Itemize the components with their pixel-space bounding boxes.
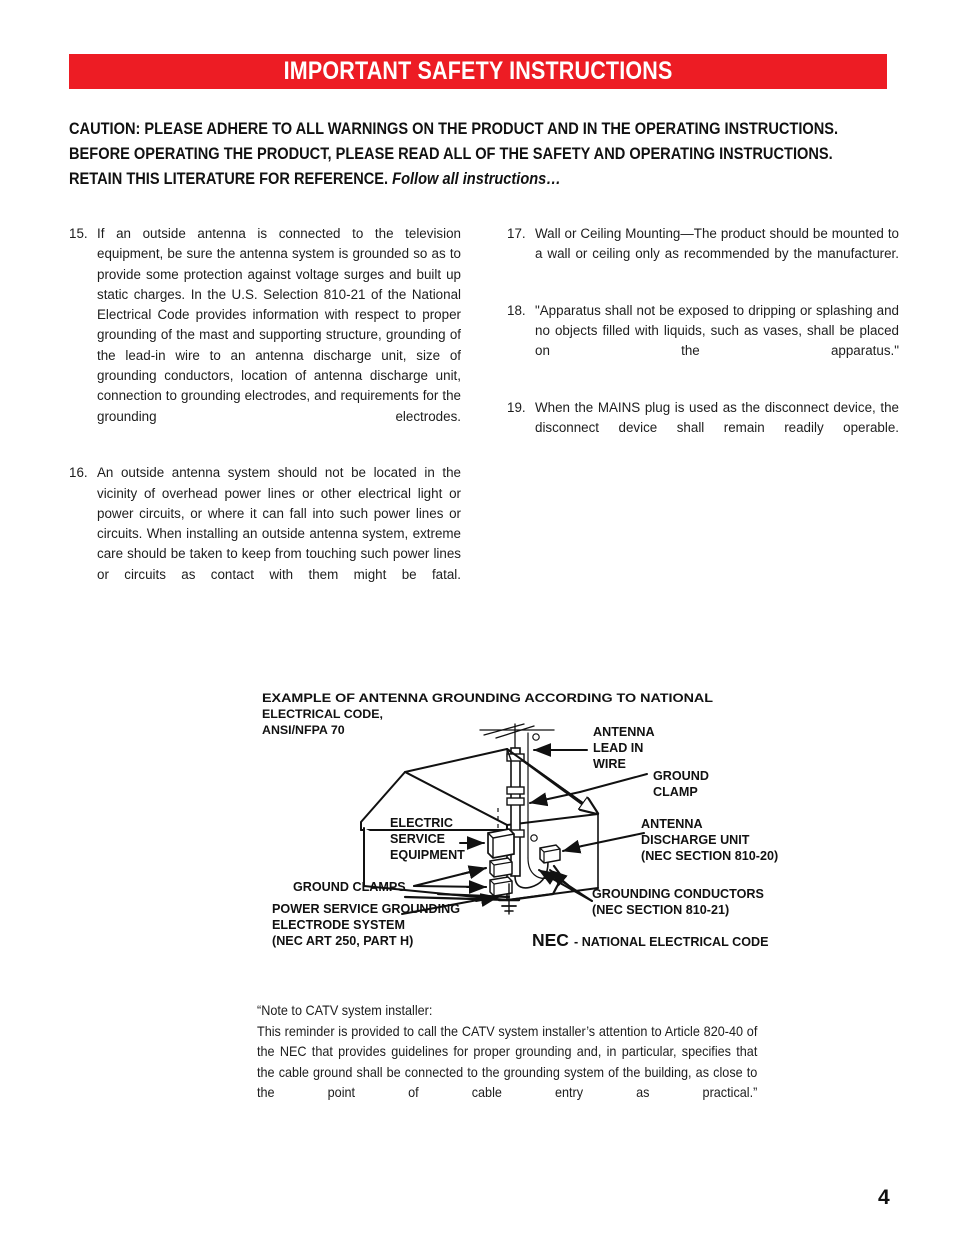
list-item-text: When the MAINS plug is used as the disconnect device, the disconnect device shall remain readily operable. [535,400,899,436]
label-electric-service-equipment: EQUIPMENT [390,848,465,862]
label-ground-clamp: CLAMP [653,785,698,799]
label-antenna-discharge-unit: DISCHARGE UNIT [641,833,750,847]
page-number: 4 [878,1186,890,1209]
figure-title-line-3: ANSI/NFPA 70 [262,723,345,737]
label-electric-service-equipment: ELECTRIC [390,816,453,830]
list-item-text: Wall or Ceiling Mounting—The product should be mounted to a wall or ceiling only as recommended by the manufacturer. [535,226,899,262]
list-item [69,463,461,605]
antenna-discharge-unit-box [540,845,560,863]
caution-line-3-normal: RETAIN THIS LITERATURE FOR REFERENCE. [69,169,393,188]
list-item [507,224,899,285]
label-nec-expansion: - NATIONAL ELECTRICAL CODE [574,935,769,949]
label-antenna-lead-in-wire: WIRE [593,757,626,771]
safety-header-banner [69,54,887,89]
catv-installer-note [257,1001,757,1124]
figure-title-line-2: ELECTRICAL CODE, [262,707,383,721]
label-ground-clamps: GROUND CLAMPS [293,880,406,894]
caution-block [69,116,899,191]
ground-clamp-box-upper [490,858,512,877]
list-item [507,398,899,459]
label-antenna-discharge-unit: ANTENNA [641,817,703,831]
label-electric-service-equipment: SERVICE [390,832,446,846]
label-antenna-lead-in-wire: ANTENNA [593,725,655,739]
list-item [69,224,461,447]
list-item-number: 16. [69,465,88,481]
label-nec-abbrev: NEC [532,930,569,950]
catv-note-heading: “Note to CATV system installer: [257,1003,433,1018]
caution-line-1: CAUTION: PLEASE ADHERE TO ALL WARNINGS ON THE PRODUCT AND IN THE OPERATING INSTRUCTIONS. [69,119,839,138]
list-item-number: 19. [507,400,526,416]
label-antenna-discharge-unit: (NEC SECTION 810-20) [641,849,779,863]
label-grounding-conductors: (NEC SECTION 810-21) [592,903,730,917]
list-item-number: 15. [69,226,88,241]
figure-title-line-1: EXAMPLE OF ANTENNA GROUNDING ACCORDING TO NATIONAL [262,691,714,705]
right-column [507,224,899,459]
caution-line-3 [69,166,799,191]
antenna-grounding-figure [262,688,807,953]
label-power-service-grounding: (NEC ART 250, PART H) [272,934,414,948]
page-title: IMPORTANT SAFETY INSTRUCTIONS [283,57,673,85]
list-item-text: An outside antenna system should not be located in the vicinity of overhead power lines or other electrical light or power circuits, or where it can fall into such power lines or circuits. When installing an outside antenna system, extreme care should be taken to keep from touching such power lines or circuits as contact with them might be fatal. [97,465,461,582]
left-column [69,224,461,605]
list-item-text: If an outside antenna is connected to the television equipment, be sure the antenna system is grounded so as to provide some protection against voltage surges and built up static charges. In the U.S. Selection 810-21 of the National Electrical Code provides information with respect to proper grounding of the mast and supporting structure, grounding of the lead-in wire to an antenna discharge unit, size of grounding conductors, location of antenna discharge unit, connection to grounding electrodes, and requirements for the grounding electrodes. [97,226,461,424]
label-antenna-lead-in-wire: LEAD IN [593,741,644,755]
list-item-text: "Apparatus shall not be exposed to dripping or splashing and no objects filled with liquids, such as vases, shall be placed on the apparatus." [535,302,899,359]
caution-line-2: BEFORE OPERATING THE PRODUCT, PLEASE READ ALL OF THE SAFETY AND OPERATING INSTRUCTIONS. [69,144,833,163]
list-item [507,301,899,382]
label-power-service-grounding: ELECTRODE SYSTEM [272,918,405,932]
label-grounding-conductors: GROUNDING CONDUCTORS [592,887,764,901]
label-power-service-grounding: POWER SERVICE GROUNDING [272,902,460,916]
list-item-number: 18. [507,302,526,318]
catv-note-body: This reminder is provided to call the CATV system installer’s attention to Article 820-40 of the NEC that provides guidelines for proper grounding and, in particular, specifies that the cable ground shall be connected to the grounding system of the building, as close to the point of cable entry as practical.” [257,1023,758,1100]
list-item-number: 17. [507,226,526,241]
caution-line-3-italic: Follow all instructions… [392,169,561,188]
label-ground-clamp: GROUND [653,769,709,783]
electric-service-equipment-box [488,829,514,858]
